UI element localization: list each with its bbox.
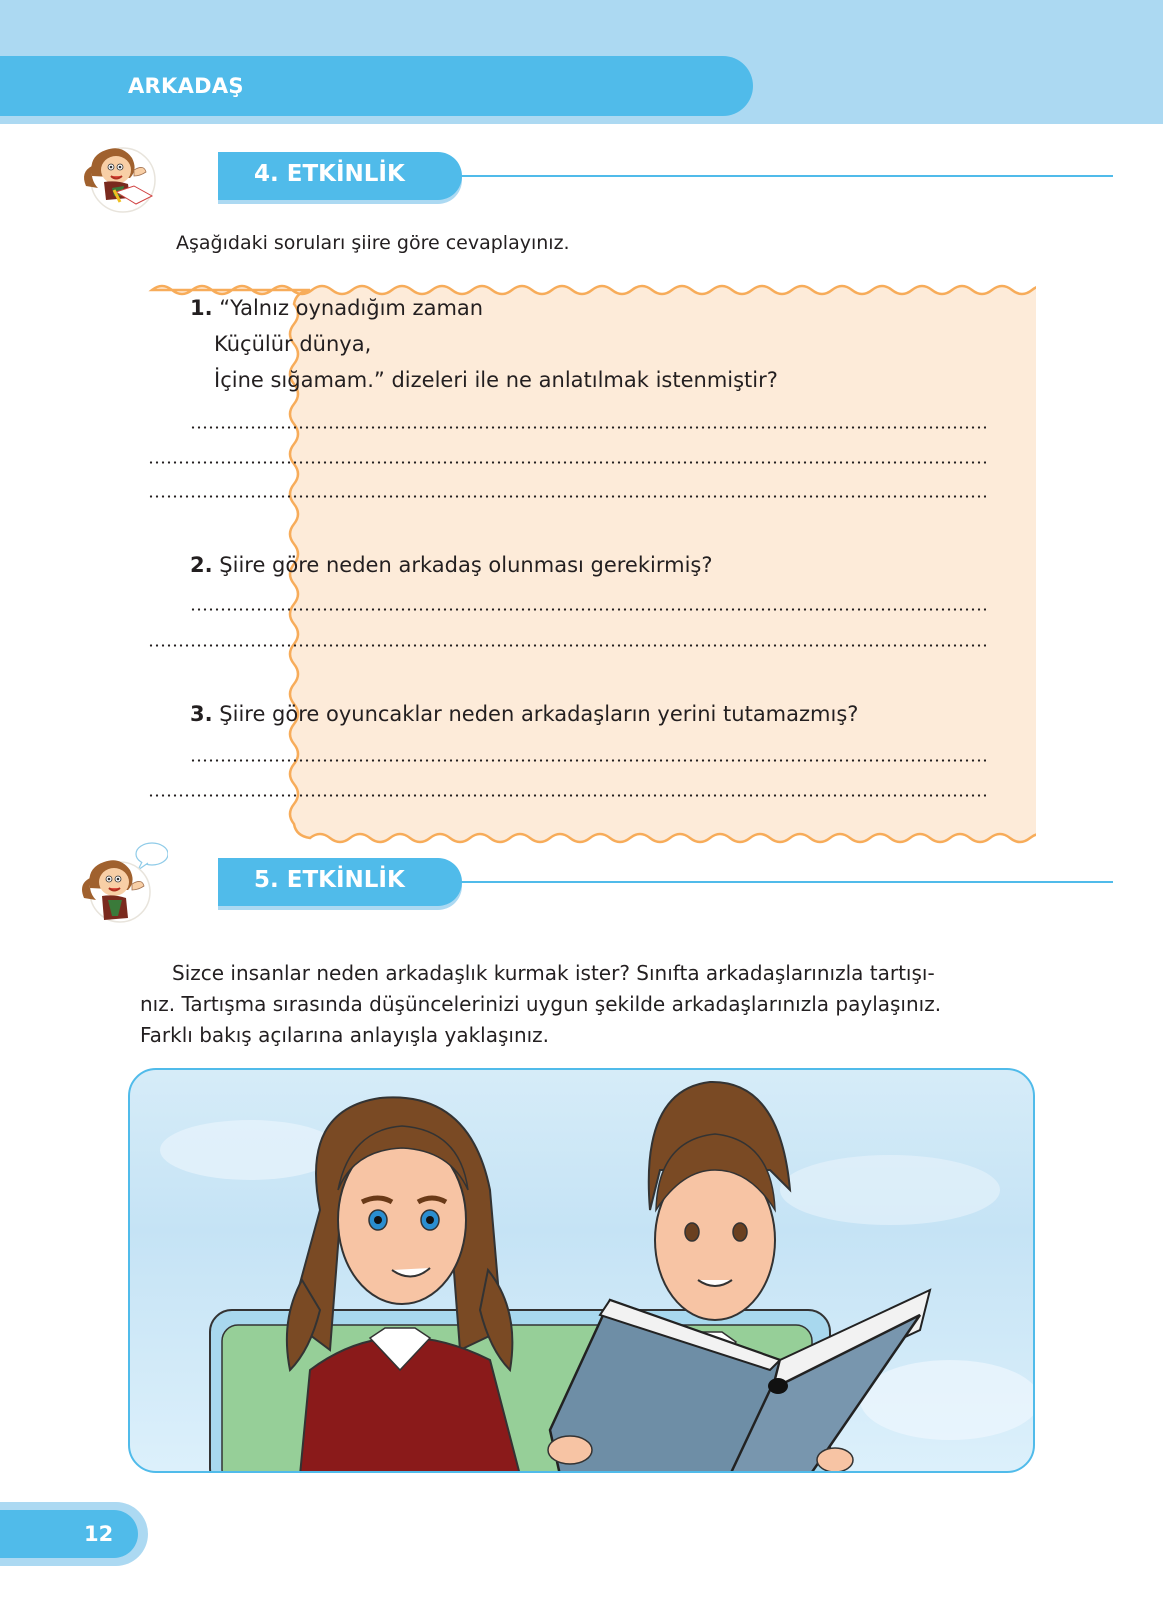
answer-line[interactable] — [190, 759, 986, 762]
question-2-number: 2. — [190, 553, 213, 577]
unit-title: ARKADAŞ — [128, 74, 244, 98]
header-pill-shadow — [0, 116, 740, 122]
activity5-title-pill — [218, 858, 462, 906]
question-3: 3. Şiire göre oyuncaklar neden arkadaşların yerini tutamazmış? — [190, 702, 859, 726]
question-1-number: 1. — [190, 296, 213, 320]
answer-line[interactable] — [148, 461, 986, 464]
activity5-header — [78, 842, 1038, 912]
activity4-title-pill — [218, 152, 462, 200]
section-divider-line — [458, 881, 1113, 883]
question-2: 2. Şiire göre neden arkadaş olunması gerekirmiş? — [190, 553, 713, 577]
section-divider-line — [458, 175, 1113, 177]
page-number: 12 — [84, 1522, 114, 1546]
questions-box — [128, 276, 1036, 844]
girl-and-boy-reading-book-illustration — [128, 1068, 1035, 1473]
girl-speaking-mascot-icon — [78, 842, 168, 932]
activity5-title: 5. ETKİNLİK — [254, 867, 405, 893]
answer-line[interactable] — [148, 644, 986, 647]
question-1-line-3: İçine sığamam.” dizeleri ile ne anlatılmak istenmiştir? — [214, 368, 778, 392]
activity4-header — [78, 136, 1038, 206]
answer-line[interactable] — [190, 426, 986, 429]
answer-line[interactable] — [148, 794, 986, 797]
activity4-instruction: Aşağıdaki soruları şiire göre cevaplayınız. — [176, 232, 570, 254]
page-number-pill — [0, 1510, 138, 1558]
answer-line[interactable] — [190, 608, 986, 611]
header-pill — [0, 56, 753, 116]
answer-line[interactable] — [148, 495, 986, 498]
question-1-line-1: 1. “Yalnız oynadığım zaman — [190, 296, 484, 320]
activity5-paragraph: Sizce insanlar neden arkadaşlık kurmak ister? Sınıfta arkadaşlarınızla tartışı- nız. Tartışma sırasında düşüncelerinizi uygun şekilde arkadaşlarınızla paylaşınız. Farklı bakış açılarına anlayışla yaklaşınız. — [140, 961, 942, 1047]
girl-writing-mascot-icon — [78, 136, 168, 226]
activity4-title: 4. ETKİNLİK — [254, 161, 405, 187]
question-1-line-2: Küçülür dünya, — [214, 332, 372, 356]
page-number-badge — [0, 1502, 148, 1566]
question-3-number: 3. — [190, 702, 213, 726]
